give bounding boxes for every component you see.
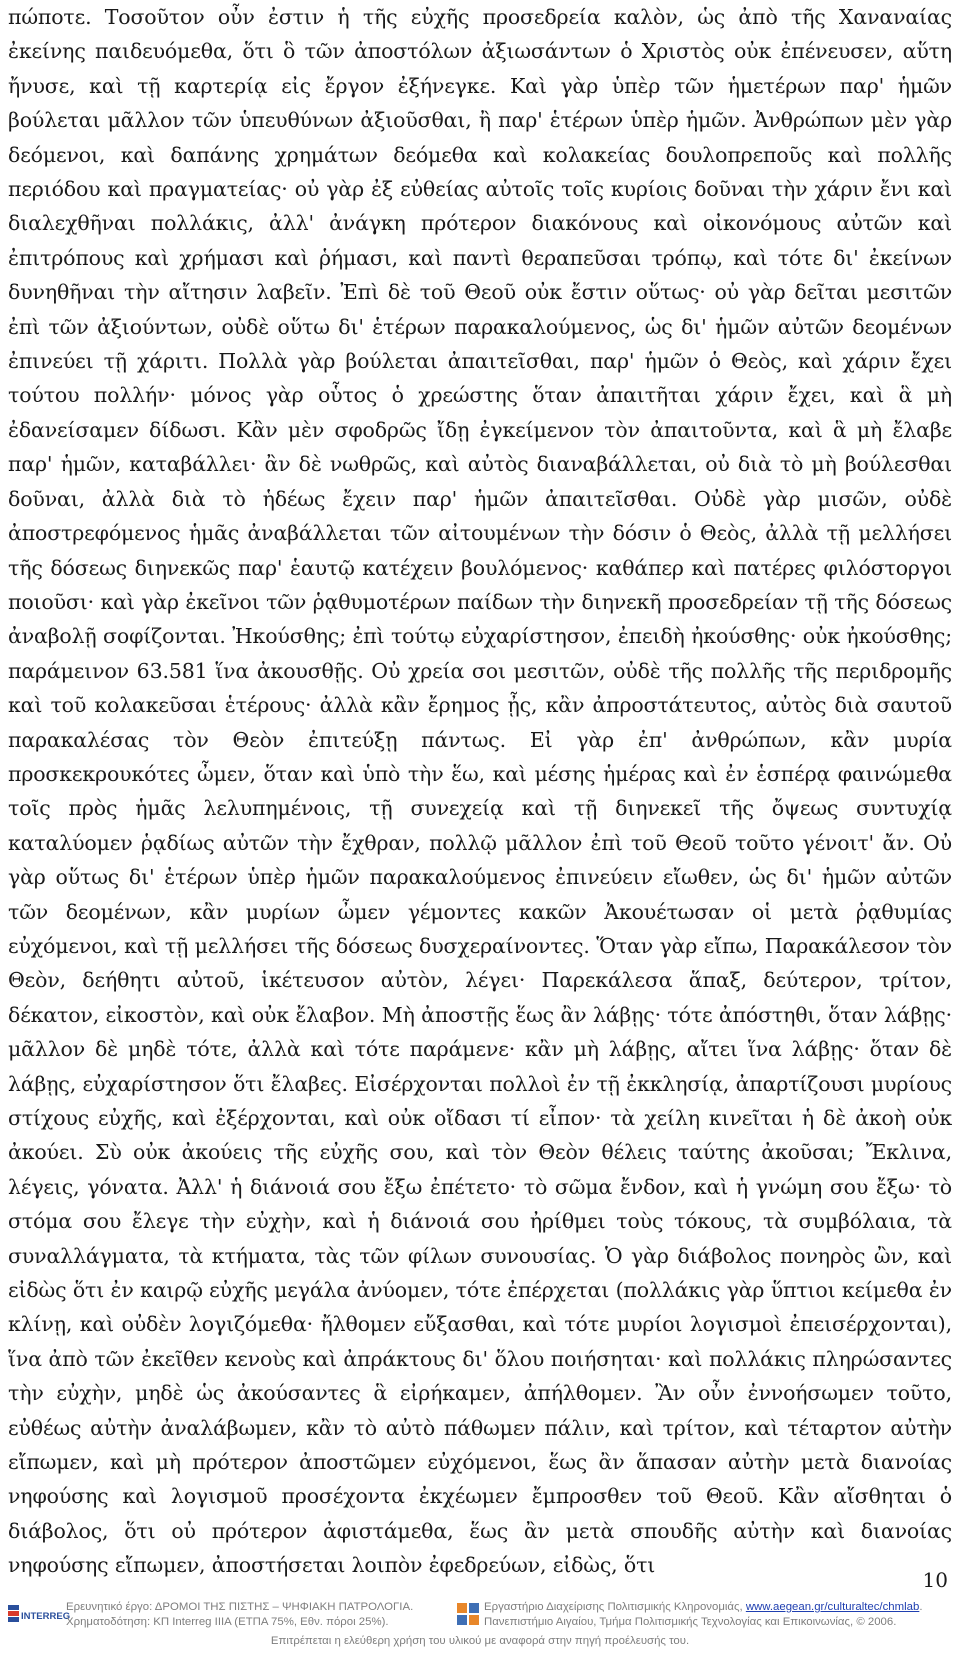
footer-lab-info [456,1600,952,1634]
footer-funding-line: Χρηματοδότηση: ΚΠ Interreg IIIA (ΕΤΠΑ 75%, Εθν. πόροι 25%). [66,1616,389,1628]
interreg-logo [8,1603,71,1625]
footer-lab-line [484,1600,952,1615]
interreg-logo-text: INTERREG [21,1611,71,1622]
footer-project-line: Ερευνητικό έργο: ΔΡΟΜΟΙ ΤΗΣ ΠΙΣΤΗΣ – ΨΗΦΙΑΚΗ ΠΑΤΡΟΛΟΓΙΑ. [66,1601,414,1613]
lab-website-link[interactable]: www.aegean.gr/culturaltec/chmlab [745,1601,920,1613]
footer-project-info [8,1600,448,1634]
lab-logo-icon [456,1602,480,1626]
footer-university-line: Πανεπιστήμιο Αιγαίου, Τμήμα Πολιτισμικής Τεχνολογίας και Επικοινωνίας, © 2006. [484,1616,897,1628]
footer-usage-notice: Επιτρέπεται η ελεύθερη χρήση του υλικού με αναφορά στην πηγή προέλευσής του. [270,1635,690,1647]
page-number: 10 [922,1568,948,1592]
footer-lab-name: Εργαστήριο Διαχείρισης Πολιτισμικής Κληρονομιάς, [484,1601,746,1613]
body-text: πώποτε. Τοσοῦτον οὖν ἐστιν ἡ τῆς εὐχῆς προσεδρεία καλὸν, ὡς ἀπὸ τῆς Χαναναίας ἐκείνης παιδευόμεθα, ὅτι ὃ τῶν ἀποστόλων ἀξιωσάντων ὁ Χριστὸς οὐκ ἐπένευσεν, αὕτη ἤνυσε, καὶ τῇ καρτερίᾳ εἰς ἔργον ἐξήνεγκε. Καὶ γὰρ ὑπὲρ τῶν ἡμετέρων παρ' ἡμῶν βούλεται μᾶλλον τῶν ὑπευθύνων ἀξιοῦσθαι, ἢ παρ' ἑτέρων ὑπὲρ ἡμῶν. Ἀνθρώπων μὲν γὰρ δεόμενοι, καὶ δαπάνης χρημάτων δεόμεθα καὶ κολακείας δουλοπρεποῦς καὶ πολλῆς περιόδου καὶ πραγματείας· οὐ γὰρ ἐξ εὐθείας αὐτοῖς τοῖς κυρίοις δοῦναι τὴν χάριν ἔνι καὶ διαλεχθῆναι πολλάκις, ἀλλ' ἀνάγκη πρότερον διακόνους καὶ οἰκονόμους αὐτῶν καὶ ἐπιτρόπους καὶ χρήμασι καὶ ῥήμασι, καὶ παντὶ θεραπεῦσαι τρόπῳ, καὶ τότε δι' ἐκείνων δυνηθῆναι τὴν αἴτησιν λαβεῖν. Ἐπὶ δὲ τοῦ Θεοῦ οὐκ ἔστιν οὕτως· οὐ γὰρ δεῖται μεσιτῶν ἐπὶ τῶν ἀξιούντων, οὐδὲ οὕτω δι' ἑτέρων παρακαλούμενος, ὡς δι' ἡμῶν αὐτῶν δεομένων ἐπινεύει τῇ χάριτι. Πολλὰ γὰρ βούλεται ἀπαιτεῖσθαι, παρ' ἡμῶν ὁ Θεὸς, καὶ χάριν ἔχει τούτου πολλήν· μόνος γὰρ οὗτος ὁ χρεώστης ὅταν ἀπαιτῆται χάριν ἔχει, καὶ ἃ μὴ ἐδανείσαμεν δίδωσι. Κἂν μὲν σφοδρῶς ἴδῃ ἐγκείμενον τὸν ἀπαιτοῦντα, καὶ ἃ μὴ ἔλαβε παρ' ἡμῶν, καταβάλλει· ἂν δὲ νωθρῶς, καὶ αὐτὸς διαναβάλλεται, οὐ διὰ τὸ μὴ βούλεσθαι δοῦναι, ἀλλὰ διὰ τὸ ἡδέως ἔχειν παρ' ἡμῶν ἀπαιτεῖσθαι. Οὐδὲ γὰρ μισῶν, οὐδὲ ἀποστρεφόμενος ἡμᾶς ἀναβάλλεται τῶν αἰτουμένων τὴν δόσιν ὁ Θεὸς, ἀλλὰ τῇ μελλήσει τῆς δόσεως διηνεκῶς παρ' ἑαυτῷ κατέχειν βουλόμενος· καθάπερ καὶ πατέρες φιλόστοργοι ποιοῦσι· καὶ γὰρ ἐκεῖνοι τῶν ῥᾳθυμοτέρων παίδων τὴν διηνεκῆ προσεδρείαν τῇ τῆς δόσεως ἀναβολῇ σοφίζονται. Ἠκούσθης; ἐπὶ τούτῳ εὐχαρίστησον, ἐπειδὴ ἠκούσθης· οὐκ ἠκούσθης; παράμεινον 63.581 ἵνα ἀκουσθῇς. Οὐ χρεία σοι μεσιτῶν, οὐδὲ τῆς πολλῆς τῆς περιδρομῆς καὶ τοῦ κολακεῦσαι ἑτέρους· ἀλλὰ κἂν ἔρημος ᾖς, κἂν ἀπροστάτευτος, αὐτὸς διὰ σαυτοῦ παρακαλέσας τὸν Θεὸν ἐπιτεύξῃ πάντως. Εἰ γὰρ ἐπ' ἀνθρώπων, κἂν μυρία προσκεκρουκότες ὦμεν, ὅταν καὶ ὑπὸ τὴν ἕω, καὶ μέσης ἡμέρας καὶ ἐν ἑσπέρᾳ φαινώμεθα τοῖς πρὸς ἡμᾶς λελυπημένοις, τῇ συνεχείᾳ καὶ τῇ διηνεκεῖ τῆς ὄψεως συντυχίᾳ καταλύομεν ῥᾳδίως αὐτῶν τὴν ἔχθραν, πολλῷ μᾶλλον ἐπὶ τοῦ Θεοῦ τοῦτο γένοιτ' ἄν. Οὐ γὰρ οὕτως δι' ἑτέρων ὑπὲρ ἡμῶν παρακαλούμενος ἐπινεύειν εἴωθεν, ὡς δι' ἡμῶν αὐτῶν τῶν δεομένων, κἂν μυρίων ὦμεν γέμοντες κακῶν Ἀκουέτωσαν οἱ μετὰ ῥᾳθυμίας εὐχόμενοι, καὶ τῇ μελλήσει τῆς δόσεως δυσχεραίνοντες. Ὅταν γὰρ εἴπω, Παρακάλεσον τὸν Θεὸν, δεήθητι αὐτοῦ, ἱκέτευσον αὐτὸν, λέγει· Παρεκάλεσα ἅπαξ, δεύτερον, τρίτον, δέκατον, εἰκοστὸν, καὶ οὐκ ἔλαβον. Μὴ ἀποστῇς ἕως ἂν λάβῃς· τότε ἀπόστηθι, ὅταν λάβῃς· μᾶλλον δὲ μηδὲ τότε, ἀλλὰ καὶ τότε παράμενε· κἂν μὴ λάβῃς, αἴτει ἵνα λάβῃς· ὅταν δὲ λάβῃς, εὐχαρίστησον ὅτι ἔλαβες. Εἰσέρχονται πολλοὶ ἐν τῇ ἐκκλησίᾳ, ἀπαρτίζουσι μυρίους στίχους εὐχῆς, καὶ ἐξέρχονται, καὶ οὐκ οἴδασι τί εἶπον· τὰ χείλη κινεῖται ἡ δὲ ἀκοὴ οὐκ ἀκούει. Σὺ οὐκ ἀκούεις τῆς εὐχῆς σου, καὶ τὸν Θεὸν θέλεις ταύτης ἀκοῦσαι; Ἔκλινα, λέγεις, γόνατα. Ἀλλ' ἡ διάνοιά σου ἔξω ἐπέτετο· τὸ σῶμα ἔνδον, καὶ ἡ γνώμη σου ἔξω· τὸ στόμα σου ἔλεγε τὴν εὐχὴν, καὶ ἡ διάνοιά σου ἠρίθμει τοὺς τόκους, τὰ συμβόλαια, τὰ συναλλάγματα, τὰ κτήματα, τὰς τῶν φίλων συνουσίας. Ὁ γὰρ διάβολος πονηρὸς ὢν, καὶ εἰδὼς ὅτι ἐν καιρῷ εὐχῆς μεγάλα ἀνύομεν, τότε ἐπέρχεται (πολλάκις γὰρ ὕπτιοι κείμεθα ἐν κλίνῃ, καὶ οὐδὲν λογιζόμεθα· ἤλθομεν εὔξασθαι, καὶ τότε μυρίοι λογισμοὶ ἐπεισέρχονται), ἵνα ἀπὸ τῶν ἐκεῖθεν κενοὺς καὶ ἀπράκτους δι' ὅλου ποιήσηται· καὶ πολλάκις πληρώσαντες τὴν εὐχὴν, μηδὲ ὡς ἀκούσαντες ἃ εἰρήκαμεν, ἀπήλθομεν. Ἂν οὖν ἐννοήσωμεν τοῦτο, εὐθέως αὐτὴν ἀναλάβωμεν, κἂν τὸ αὐτὸ πάθωμεν πάλιν, καὶ τρίτον, καὶ τέταρτον αὐτὴν εἴπωμεν, καὶ μὴ πρότερον ἀποστῶμεν εὐχόμενοι, ἕως ἂν ἅπασαν αὐτὴν μετὰ διανοίας νηφούσης καὶ λογισμοῦ προσέχοντα ἐκχέωμεν ἔμπροσθεν τοῦ Θεοῦ. Κἂν αἴσθηται ὁ διάβολος, ὅτι οὐ πρότερον ἀφιστάμεθα, ἕως ἂν μετὰ σπουδῆς αὐτὴν καὶ διανοίας νηφούσης εἴπωμεν, ἀποστήσεται λοιπὸν ἐφεδρεύων, εἰδὼς, ὅτι [8,5,952,1578]
footer [8,1596,952,1652]
footer-lab-suffix: . [919,1601,923,1613]
